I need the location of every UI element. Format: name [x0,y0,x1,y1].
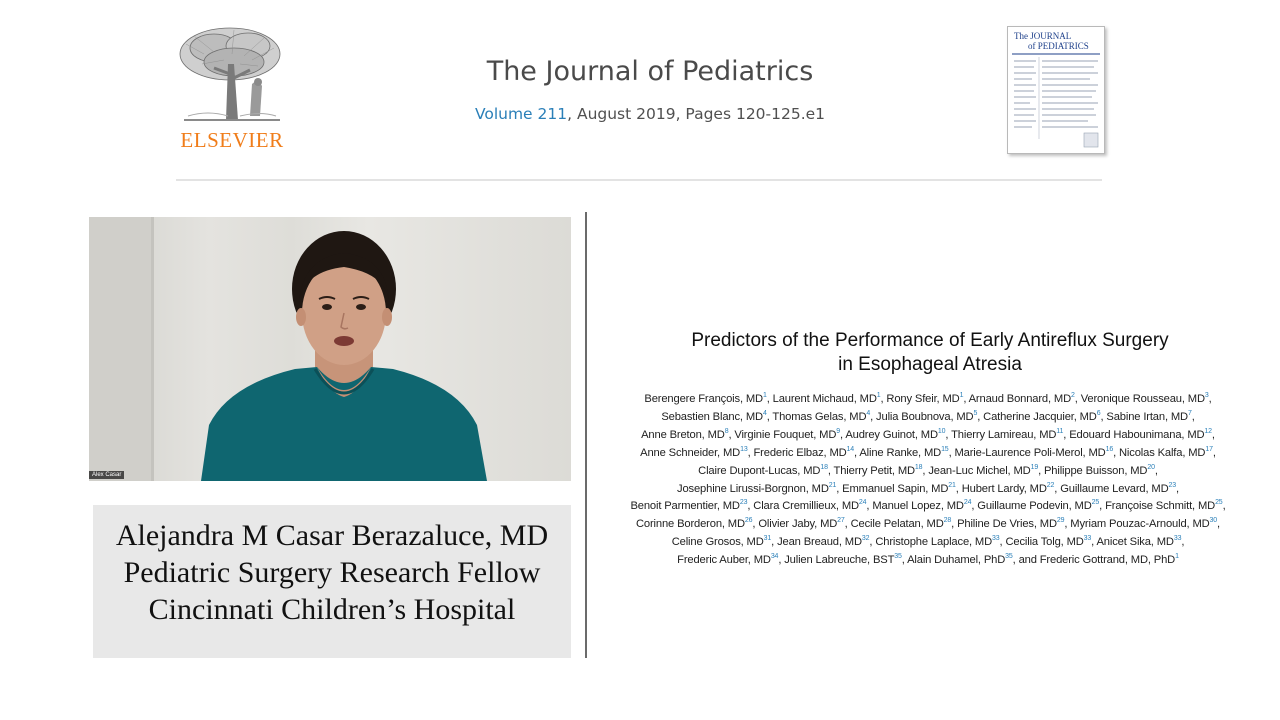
author-list [600,391,1256,570]
author-name: Guillaume Podevin, MD [977,500,1092,513]
author-name: Jean-Luc Michel, MD [928,464,1031,477]
affiliation-link[interactable]: 11 [1056,427,1064,435]
journal-cover-thumbnail[interactable] [1007,26,1105,154]
author-line: Anne Breton, $MD^8$, Virginie Fouquet, $MD^9$, Audrey Guinot, MD$^{10}$, Thierry Lamireau, MD$^{11}$, Edouard Habounimana, MD$^{12}$, [641,427,1215,441]
cover-title-line2: of PEDIATRICS [1028,41,1089,51]
author-name: Veronique Rousseau, MD [1080,393,1205,405]
author-name: Rony Sfeir, MD [886,393,960,405]
affiliation-link[interactable]: 20 [1147,463,1155,471]
affiliation-link[interactable]: 7 [1187,409,1192,417]
author-name: Celine Grosos, MD [671,536,764,549]
affiliation-link[interactable]: 26 [744,517,753,525]
author-name: Sabine Irtan, MD [1106,410,1188,423]
author-name: Guillaume Levard, MD [1060,482,1169,495]
affiliation-link[interactable]: 16 [1105,445,1114,453]
author-line: Sebastien Blanc, $MD^4$, Thomas Gelas, $MD^4$, Julia Boubnova, $MD^5$, Catherine Jacquier, $MD^6$, Sabine Irtan, $MD^7$, [661,409,1195,423]
affiliation-link[interactable]: 30 [1209,517,1218,525]
author-name: Jean Breaud, MD [777,536,862,549]
paper-title-line: in Esophageal Atresia [838,354,1022,375]
affiliation-link[interactable]: 15 [941,445,949,453]
author-name: Laurent Michaud, MD [772,393,877,405]
affiliation-link[interactable]: 18 [820,463,828,471]
paper-title-line: Predictors of the Performance of Early Antireflux Surgery [691,330,1169,351]
author-name: Myriam Pouzac-Arnould, MD [1070,518,1210,531]
affiliation-link[interactable]: 29 [1056,517,1065,525]
author-name: Corinne Borderon, MD [635,518,745,531]
author-name: Thomas Gelas, MD [772,410,867,423]
affiliation-link[interactable]: 6 [1096,409,1101,417]
affiliation-link[interactable]: 33 [992,535,1000,543]
author-name: Claire Dupont-Lucas, MD [698,464,821,477]
author-line: Claire Dupont-Lucas, MD$^{18}$, Thierry Petit, MD$^{18}$, Jean-Luc Michel, MD$^{19}$, Philippe Buisson, MD$^{20}$, [698,463,1158,477]
affiliation-link[interactable]: 17 [1205,445,1213,453]
affiliation-link[interactable]: 33 [1173,535,1182,543]
paper-title [615,329,1245,377]
affiliation-link[interactable]: 25 [1215,499,1223,507]
affiliation-link[interactable]: 23 [739,499,748,507]
author-name: Josephine Lirussi-Borgnon, MD [677,482,829,495]
affiliation-link[interactable]: 1 [1175,553,1179,561]
author-name: Clara Cremillieux, MD [753,500,859,513]
author-name: Alain Duhamel, PhD [907,554,1006,567]
author-name: Christophe Laplace, MD [875,536,993,549]
author-name: Marie-Laurence Poli-Merol, MD [954,446,1106,459]
author-name: Virginie Fouquet, MD [734,428,837,441]
author-name: Nicolas Kalfa, MD [1119,446,1206,459]
author-line: Benoit Parmentier, MD$^{23}$, Clara Cremillieux, MD$^{24}$, Manuel Lopez, MD$^{24}$, Guillaume Podevin, MD$^{25}$, Françoise Schmitt, MD$^{25}$, [630,499,1226,513]
affiliation-link[interactable]: 28 [943,517,952,525]
affiliation-link[interactable]: 24 [963,499,972,507]
affiliation-link[interactable]: 13 [740,445,748,453]
author-name: Philine De Vries, MD [957,518,1057,531]
affiliation-link[interactable]: 33 [1083,535,1092,543]
author-name: Berengere François, MD [644,393,763,405]
affiliation-link[interactable]: 5 [973,409,978,417]
author-line: Josephine Lirussi-Borgnon, MD$^{21}$, Emmanuel Sapin, MD$^{21}$, Hubert Lardy, MD$^{22}$, Guillaume Levard, MD$^{23}$, [677,481,1179,495]
author-name: Thierry Petit, MD [833,464,915,477]
author-name: Emmanuel Sapin, MD [842,482,949,495]
author-name: Frederic Elbaz, MD [753,446,847,459]
affiliation-link[interactable]: 1 [762,392,767,399]
author-line: Corinne Borderon, MD$^{26}$, Olivier Jaby, MD$^{27}$, Cecile Pelatan, MD$^{28}$, Philine De Vries, MD$^{29}$, Myriam Pouzac-Arnould, MD$^{30}$, [635,517,1221,531]
presenter-role: Pediatric Surgery Research Fellow [123,556,541,589]
affiliation-link[interactable]: 21 [948,481,956,489]
author-name: Benoit Parmentier, MD [630,500,740,513]
affiliation-link[interactable]: 3 [1204,392,1209,399]
affiliation-link[interactable]: 25 [1091,499,1100,507]
author-name: Frederic Auber, MD [677,554,771,567]
author-name: Philippe Buisson, MD [1044,464,1148,477]
journal-title: The Journal of Pediatrics [486,56,814,87]
author-name: Thierry Lamireau, MD [951,428,1057,441]
author-name: and Frederic Gottrand, MD, PhD [1018,554,1176,567]
affiliation-link[interactable]: 4 [762,409,767,417]
elsevier-logo [174,24,290,154]
author-name: Arnaud Bonnard, MD [968,393,1072,405]
author-line: Anne Schneider, MD$^{13}$, Frederic Elbaz, MD$^{14}$, Aline Ranke, MD$^{15}$, Marie-Laurence Poli-Merol, MD$^{16}$, Nicolas Kalfa, MD$^{17}$, [640,445,1216,459]
affiliation-link[interactable]: 19 [1030,463,1039,471]
affiliation-link[interactable]: 35 [894,553,902,561]
elsevier-wordmark: ELSEVIER [180,128,284,152]
header-divider [176,179,1102,181]
issue-details: , August 2019, Pages 120-125.e1 [567,105,826,123]
affiliation-link[interactable]: 23 [1168,481,1176,489]
author-name: Julia Boubnova, MD [876,410,974,423]
author-name: Anne Breton, MD [641,428,725,441]
affiliation-link[interactable]: 12 [1204,427,1212,435]
author-line: Berengere François, $MD^1$, Laurent Michaud, $MD^1$, Rony Sfeir, $MD^1$, Arnaud Bonnard, $MD^2$, Veronique Rousseau, $MD^3$, [644,392,1212,405]
author-name: Anicet Sika, MD [1096,536,1174,549]
author-line: Celine Grosos, MD$^{31}$, Jean Breaud, MD$^{32}$, Christophe Laplace, MD$^{33}$, Cecilia Tolg, MD$^{33}$, Anicet Sika, MD$^{33}$, [671,535,1185,549]
affiliation-link[interactable]: 2 [1071,392,1075,399]
presenter-name: Alejandra M Casar Berazaluce, MD [115,519,549,552]
affiliation-link[interactable]: 24 [858,499,867,507]
elsevier-tree-icon [174,24,290,128]
author-name: Audrey Guinot, MD [845,428,938,441]
author-name: Françoise Schmitt, MD [1105,500,1216,513]
author-name: Anne Schneider, MD [640,446,741,459]
presenter-video [89,217,571,481]
affiliation-link[interactable]: 8 [724,427,729,435]
author-line: Frederic Auber, MD$^{34}$, Julien Labreuche, BST$^{35}$, Alain Duhamel, PhD$^{35}$, and Frederic Gottrand, MD, PhD$^1$ [677,553,1179,567]
affiliation-link[interactable]: 1 [876,392,881,399]
volume-link[interactable]: Volume 211 [474,105,568,123]
author-name: Julien Labreuche, BST [784,554,895,567]
affiliation-link[interactable]: 21 [828,481,837,489]
affiliation-link[interactable]: 9 [836,427,840,435]
author-name: Manuel Lopez, MD [872,500,964,513]
author-name: Cecilia Tolg, MD [1005,536,1084,549]
affiliation-link[interactable]: 18 [914,463,923,471]
affiliation-link[interactable]: 32 [861,535,870,543]
affiliation-link[interactable]: 27 [837,517,845,525]
affiliation-link[interactable]: 1 [959,392,964,399]
author-name: Olivier Jaby, MD [758,518,838,531]
affiliation-link[interactable]: 34 [770,553,779,561]
affiliation-link[interactable]: 31 [763,535,772,543]
presenter-name-card [93,505,571,658]
cover-image [1008,27,1104,153]
affiliation-link[interactable]: 10 [937,427,946,435]
author-name: Hubert Lardy, MD [961,482,1047,495]
affiliation-link[interactable]: 14 [846,445,855,453]
author-name: Cecile Pelatan, MD [850,518,944,531]
presenter-video-frame [89,217,571,481]
author-name: Edouard Habounimana, MD [1069,428,1205,441]
cover-title-line1: The JOURNAL [1014,31,1072,41]
vertical-divider [585,212,587,658]
author-name: Aline Ranke, MD [859,446,942,459]
affiliation-link[interactable]: 35 [1005,553,1013,561]
journal-issue-info [440,105,860,123]
affiliation-link[interactable]: 4 [866,409,871,417]
affiliation-link[interactable]: 22 [1046,481,1055,489]
video-participant-name: Alex Casar [89,471,124,479]
author-name: Sebastien Blanc, MD [661,410,763,423]
author-name: Catherine Jacquier, MD [983,410,1097,423]
presenter-institution: Cincinnati Children’s Hospital [148,593,516,626]
